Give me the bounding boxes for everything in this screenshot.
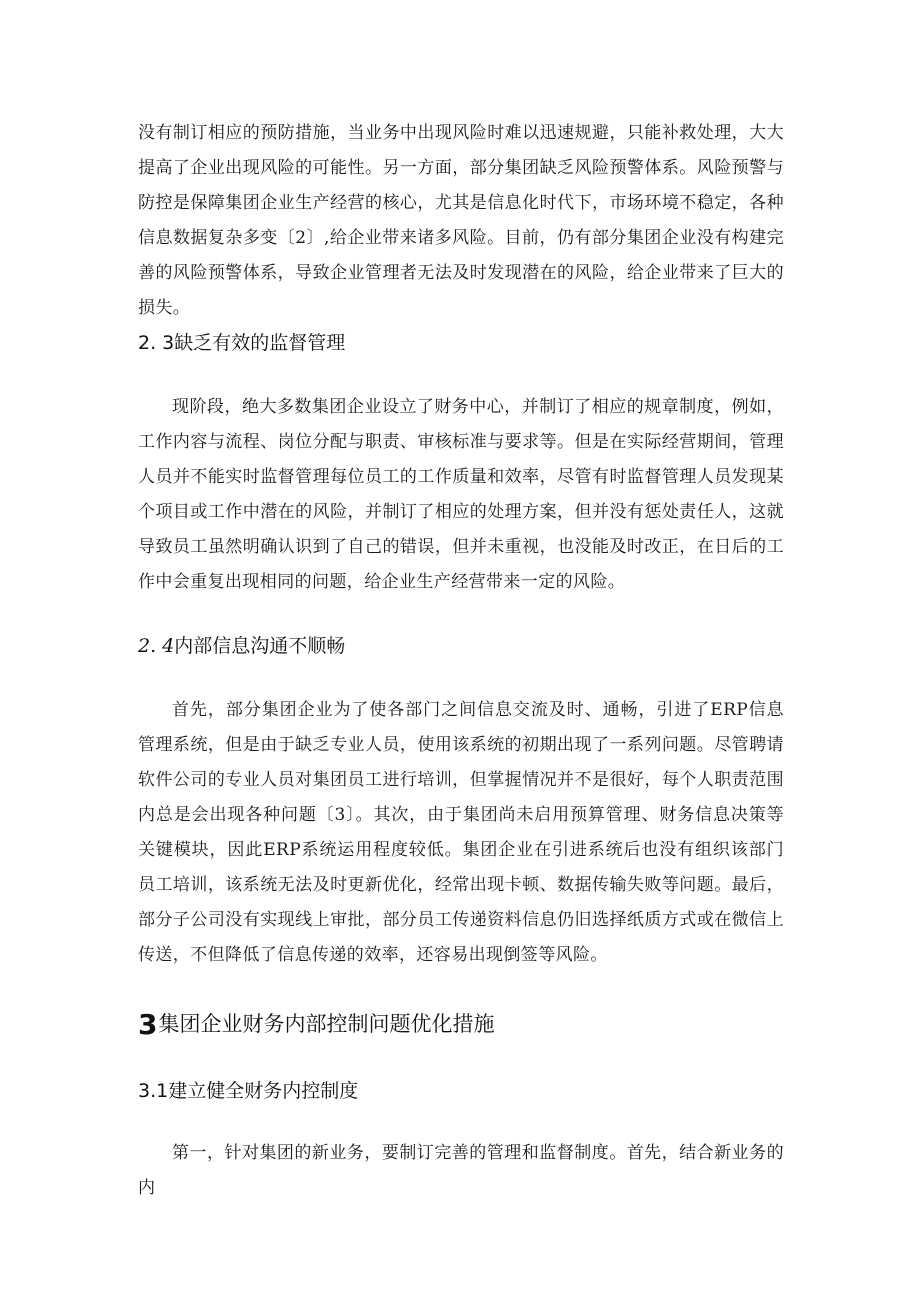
section-number: 2. 4 [138, 635, 175, 657]
chapter-heading-3 [138, 1008, 494, 1041]
body-paragraph-communication: 首先，部分集团企业为了使各部门之间信息交流及时、通畅，引进了ERP信息管理系统，但是由于缺乏专业人员，使用该系统的初期出现了一系列问题。尽管聘请软件公司的专业人员对集团员工进行培训，但掌握情况并不是很好，每个人职责范围内总是会出现各种问题〔3〕。其次，由于集团尚未启用预算管理、财务信息决策等关键模块，因此ERP系统运用程度较低。集团企业在引进系统后也没有组织该部门员工培训，该系统无法及时更新优化，经常出现卡顿、数据传输失败等问题。最后，部分子公司没有实现线上审批，部分员工传递资料信息仍旧选择纸质方式或在微信上传送，不但降低了信息传递的效率，还容易出现倒签等风险。 [138, 700, 784, 965]
section-number: 3.1 [138, 1080, 169, 1102]
section-title: 建立健全财务内控制度 [168, 1080, 359, 1102]
section-heading-3-1 [138, 1076, 358, 1103]
body-paragraph-risk-warning: 没有制订相应的预防措施，当业务中出现风险时难以迅速规避，只能补救处理，大大提高了企业出现风险的可能性。另一方面，部分集团缺乏风险预警体系。风险预警与防控是保障集团企业生产经营的核心，尤其是信息化时代下，市场环境不稳定，各种信息数据复杂多变〔2〕,给企业带来诸多风险。目前，仍有部分集团企业没有构建完善的风险预警体系，导致企业管理者无法及时发现潜在的风险，给企业带来了巨大的损失。 [138, 123, 784, 318]
section-title: 缺乏有效的监督管理 [174, 332, 346, 354]
section-heading-2-4 [138, 631, 345, 658]
chapter-title: 集团企业财务内部控制问题优化措施 [158, 1012, 495, 1036]
section-number: 2. 3 [138, 332, 175, 354]
body-paragraph-supervision: 现阶段，绝大多数集团企业设立了财务中心，并制订了相应的规章制度，例如，工作内容与流程、岗位分配与职责、审核标准与要求等。但是在实际经营期间，管理人员并不能实时监督管理每位员工的工作质量和效率，尽管有时监督管理人员发现某个项目或工作中潜在的风险，并制订了相应的处理方案，但并没有惩处责任人，这就导致员工虽然明确认识到了自己的错误，但并未重视，也没能及时改正，在日后的工作中会重复出现相同的问题，给企业生产经营带来一定的风险。 [138, 397, 784, 592]
section-title: 内部信息沟通不顺畅 [174, 635, 346, 657]
body-paragraph-new-business: 第一，针对集团的新业务，要制订完善的管理和监督制度。首先，结合新业务的内 [138, 1143, 784, 1198]
chapter-number: 3 [138, 1008, 158, 1041]
section-heading-2-3 [138, 328, 345, 355]
